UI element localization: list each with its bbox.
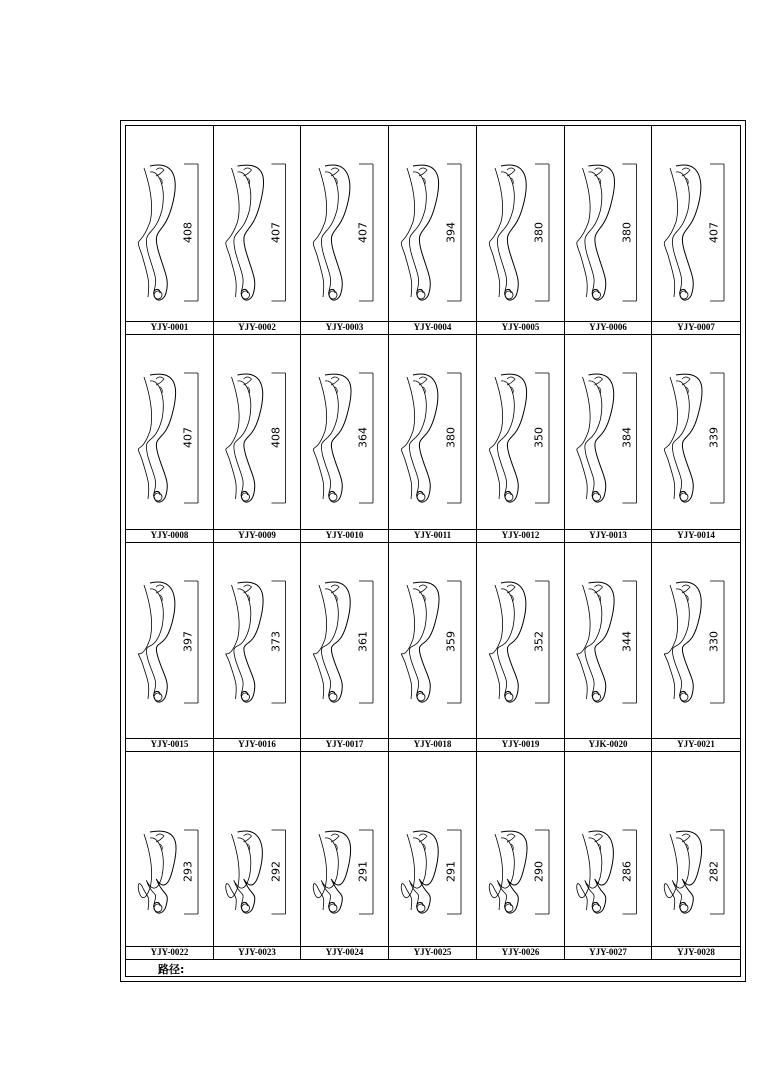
leg-outline bbox=[401, 377, 414, 499]
catalog-item bbox=[565, 752, 652, 960]
dimension-value: 380 bbox=[620, 221, 633, 243]
catalog-item bbox=[301, 126, 389, 335]
leg-outline bbox=[313, 834, 326, 910]
catalog-item bbox=[301, 335, 389, 543]
leg-drawing bbox=[301, 335, 389, 530]
leg-outline bbox=[589, 165, 615, 300]
carving-detail bbox=[156, 377, 164, 393]
leg-drawing bbox=[301, 752, 389, 947]
catalog-item bbox=[214, 752, 301, 960]
leg-outline bbox=[413, 374, 438, 502]
catalog-item bbox=[214, 126, 301, 335]
item-code: YJY-0009 bbox=[214, 529, 300, 542]
carving-detail bbox=[682, 168, 690, 184]
catalog-item bbox=[565, 335, 652, 543]
path-row bbox=[126, 960, 740, 976]
carving-detail bbox=[419, 168, 427, 184]
scroll-foot bbox=[593, 693, 601, 701]
scroll-foot bbox=[680, 291, 688, 299]
leg-outline bbox=[238, 582, 264, 702]
leg-drawing bbox=[389, 126, 477, 322]
carving-detail bbox=[331, 585, 339, 601]
item-code: YJY-0022 bbox=[126, 946, 213, 959]
item-code: YJY-0015 bbox=[126, 738, 213, 751]
leg-outline bbox=[238, 374, 263, 502]
catalog-item bbox=[477, 335, 565, 543]
dimension-value: 407 bbox=[707, 221, 721, 243]
item-code: YJY-0017 bbox=[301, 738, 388, 751]
leg-outline bbox=[676, 374, 702, 502]
leg-outline bbox=[325, 165, 350, 300]
leg-drawing bbox=[126, 543, 214, 739]
carving-detail bbox=[507, 585, 515, 601]
dimension-value: 380 bbox=[532, 221, 546, 243]
path-label: 路径: bbox=[158, 963, 185, 976]
catalog-item bbox=[389, 752, 477, 960]
item-code: YJY-0014 bbox=[652, 529, 740, 542]
carving-detail bbox=[595, 168, 603, 184]
catalog-item bbox=[477, 126, 565, 335]
leg-outline bbox=[585, 172, 602, 291]
scroll-foot bbox=[505, 904, 513, 912]
scroll-foot bbox=[680, 493, 688, 501]
item-code: YJY-0005 bbox=[477, 321, 564, 334]
carving-detail bbox=[419, 585, 427, 601]
leg-outline bbox=[313, 585, 326, 699]
leg-outline bbox=[226, 377, 239, 499]
carving-detail bbox=[682, 834, 690, 850]
catalog-item bbox=[126, 335, 214, 543]
carving-detail bbox=[595, 585, 603, 601]
catalog-item bbox=[477, 752, 565, 960]
leg-outline bbox=[138, 834, 151, 910]
catalog-item bbox=[301, 752, 389, 960]
carving-detail bbox=[244, 585, 252, 601]
dimension-value: 408 bbox=[181, 221, 195, 243]
item-code: YJY-0012 bbox=[477, 529, 564, 542]
leg-drawing bbox=[214, 543, 301, 739]
scroll-foot bbox=[505, 493, 513, 501]
leg-outline bbox=[138, 377, 151, 499]
leg-outline bbox=[672, 838, 689, 904]
scroll-foot bbox=[505, 693, 513, 701]
dimension-value: 394 bbox=[444, 221, 458, 243]
leg-outline bbox=[234, 838, 251, 904]
item-code: YJY-0001 bbox=[126, 321, 213, 334]
leg-outline bbox=[577, 834, 590, 910]
scroll-foot bbox=[242, 693, 250, 701]
scroll-foot bbox=[593, 493, 601, 501]
leg-outline bbox=[664, 834, 677, 910]
catalog-item bbox=[389, 543, 477, 752]
item-code: YJY-0016 bbox=[214, 738, 300, 751]
leg-drawing bbox=[565, 543, 652, 739]
scroll-foot bbox=[680, 904, 688, 912]
leg-drawing bbox=[301, 126, 389, 322]
leg-outline bbox=[146, 838, 163, 904]
leg-drawing bbox=[477, 126, 565, 322]
dimension-value: 291 bbox=[444, 861, 458, 882]
leg-outline bbox=[577, 377, 590, 499]
leg-drawing bbox=[565, 126, 652, 322]
leg-outline bbox=[664, 585, 677, 699]
leg-outline bbox=[577, 585, 590, 699]
catalog-item bbox=[652, 126, 740, 335]
catalog-item bbox=[477, 543, 565, 752]
leg-outline bbox=[150, 374, 176, 502]
leg-outline bbox=[589, 582, 615, 702]
carving-detail bbox=[507, 834, 515, 850]
leg-outline bbox=[150, 165, 175, 300]
carving-detail bbox=[331, 168, 339, 184]
leg-outline bbox=[409, 838, 426, 904]
item-code: YJY-0008 bbox=[126, 529, 213, 542]
leg-drawing bbox=[389, 543, 477, 739]
scroll-foot bbox=[417, 493, 425, 501]
scroll-foot bbox=[154, 693, 162, 701]
carving-detail bbox=[682, 377, 690, 393]
catalog-item bbox=[652, 752, 740, 960]
scroll-foot bbox=[329, 493, 337, 501]
scroll-foot bbox=[242, 291, 250, 299]
leg-outline bbox=[676, 165, 701, 300]
catalog-item bbox=[389, 335, 477, 543]
dimension-value: 350 bbox=[532, 427, 546, 448]
dimension-value: 352 bbox=[532, 631, 546, 652]
item-code: YJY-0013 bbox=[565, 529, 651, 542]
item-code: YJY-0002 bbox=[214, 321, 300, 334]
leg-drawing bbox=[652, 543, 740, 739]
leg-outline bbox=[413, 165, 439, 300]
leg-outline bbox=[226, 834, 239, 910]
item-code: YJY-0026 bbox=[477, 946, 564, 959]
leg-drawing bbox=[652, 335, 740, 530]
leg-drawing bbox=[126, 752, 214, 947]
scroll-foot bbox=[329, 291, 337, 299]
carving-detail bbox=[682, 585, 690, 601]
item-code: YJY-0006 bbox=[565, 321, 651, 334]
dimension-value: 361 bbox=[356, 631, 370, 652]
dimension-value: 286 bbox=[620, 861, 633, 882]
leg-outline bbox=[589, 374, 614, 502]
leg-drawing bbox=[214, 126, 301, 322]
leg-drawing bbox=[389, 752, 477, 947]
carving-detail bbox=[156, 834, 164, 850]
scroll-foot bbox=[417, 693, 425, 701]
leg-outline bbox=[409, 172, 426, 291]
leg-drawing bbox=[565, 752, 652, 947]
carving-detail bbox=[507, 168, 515, 184]
dimension-value: 292 bbox=[269, 861, 282, 882]
carving-detail bbox=[595, 834, 603, 850]
carving-detail bbox=[244, 377, 252, 393]
dimension-value: 344 bbox=[620, 631, 633, 652]
dimension-value: 397 bbox=[181, 631, 195, 652]
catalog-item bbox=[126, 126, 214, 335]
dimension-value: 291 bbox=[356, 861, 370, 882]
leg-drawing bbox=[565, 335, 652, 530]
leg-catalog-grid bbox=[126, 126, 740, 960]
leg-outline bbox=[501, 165, 526, 300]
dimension-value: 282 bbox=[707, 861, 721, 882]
catalog-item bbox=[126, 752, 214, 960]
item-code: YJY-0011 bbox=[389, 529, 476, 542]
leg-outline bbox=[489, 377, 502, 499]
leg-drawing bbox=[126, 335, 214, 530]
leg-drawing bbox=[389, 335, 477, 530]
dimension-value: 407 bbox=[356, 221, 370, 243]
carving-detail bbox=[331, 834, 339, 850]
item-code: YJY-0024 bbox=[301, 946, 388, 959]
scroll-foot bbox=[417, 904, 425, 912]
carving-detail bbox=[331, 377, 339, 393]
leg-outline bbox=[401, 834, 414, 910]
catalog-sheet bbox=[120, 120, 746, 982]
leg-outline bbox=[401, 585, 414, 699]
leg-outline bbox=[676, 582, 701, 702]
carving-detail bbox=[419, 834, 427, 850]
leg-drawing bbox=[301, 543, 389, 739]
leg-drawing bbox=[652, 752, 740, 947]
catalog-item bbox=[652, 543, 740, 752]
dimension-value: 339 bbox=[707, 427, 721, 448]
catalog-item bbox=[389, 126, 477, 335]
leg-outline bbox=[489, 585, 502, 699]
leg-outline bbox=[489, 834, 502, 910]
dimension-value: 290 bbox=[532, 861, 546, 882]
dimension-value: 359 bbox=[444, 631, 458, 652]
leg-outline bbox=[497, 838, 514, 904]
leg-drawing bbox=[652, 126, 740, 322]
leg-outline bbox=[321, 838, 338, 904]
carving-detail bbox=[156, 168, 164, 184]
catalog-item bbox=[214, 543, 301, 752]
scroll-foot bbox=[154, 493, 162, 501]
catalog-item bbox=[214, 335, 301, 543]
leg-outline bbox=[313, 377, 326, 499]
leg-drawing bbox=[126, 126, 214, 322]
item-code: YJY-0004 bbox=[389, 321, 476, 334]
leg-drawing bbox=[214, 752, 301, 947]
dimension-value: 364 bbox=[356, 427, 370, 448]
leg-drawing bbox=[477, 543, 565, 739]
carving-detail bbox=[244, 834, 252, 850]
leg-outline bbox=[585, 838, 602, 904]
carving-detail bbox=[507, 377, 515, 393]
leg-outline bbox=[238, 165, 264, 300]
catalog-inner-frame bbox=[125, 125, 741, 977]
scroll-foot bbox=[593, 291, 601, 299]
scroll-foot bbox=[329, 904, 337, 912]
dimension-value: 407 bbox=[269, 221, 282, 243]
scroll-foot bbox=[505, 291, 513, 299]
leg-outline bbox=[138, 585, 151, 699]
leg-outline bbox=[672, 172, 689, 291]
scroll-foot bbox=[329, 693, 337, 701]
item-code: YJY-0018 bbox=[389, 738, 476, 751]
item-code: YJY-0019 bbox=[477, 738, 564, 751]
scroll-foot bbox=[154, 291, 162, 299]
leg-outline bbox=[497, 172, 514, 291]
catalog-item bbox=[652, 335, 740, 543]
carving-detail bbox=[156, 585, 164, 601]
leg-outline bbox=[321, 172, 338, 291]
catalog-item bbox=[126, 543, 214, 752]
dimension-value: 373 bbox=[269, 631, 282, 652]
leg-outline bbox=[413, 582, 439, 702]
dimension-value: 293 bbox=[181, 861, 195, 882]
leg-outline bbox=[325, 374, 351, 502]
scroll-foot bbox=[242, 493, 250, 501]
item-code: YJY-0025 bbox=[389, 946, 476, 959]
scroll-foot bbox=[593, 904, 601, 912]
item-code: YJY-0028 bbox=[652, 946, 740, 959]
carving-detail bbox=[595, 377, 603, 393]
leg-outline bbox=[234, 172, 251, 291]
dimension-value: 407 bbox=[181, 427, 195, 448]
item-code: YJY-0007 bbox=[652, 321, 740, 334]
item-code: YJY-0023 bbox=[214, 946, 300, 959]
dimension-value: 330 bbox=[707, 631, 721, 652]
leg-outline bbox=[501, 374, 527, 502]
dimension-value: 380 bbox=[444, 427, 458, 448]
item-code: YJY-0027 bbox=[565, 946, 651, 959]
catalog-item bbox=[565, 543, 652, 752]
item-code: YJK-0020 bbox=[565, 738, 651, 751]
carving-detail bbox=[244, 168, 252, 184]
leg-outline bbox=[226, 585, 239, 699]
scroll-foot bbox=[242, 904, 250, 912]
scroll-foot bbox=[680, 693, 688, 701]
leg-outline bbox=[146, 172, 163, 291]
carving-detail bbox=[419, 377, 427, 393]
leg-drawing bbox=[214, 335, 301, 530]
catalog-item bbox=[565, 126, 652, 335]
leg-drawing bbox=[477, 752, 565, 947]
dimension-value: 408 bbox=[269, 427, 282, 448]
dimension-value: 384 bbox=[620, 427, 633, 448]
item-code: YJY-0021 bbox=[652, 738, 740, 751]
leg-outline bbox=[325, 582, 350, 702]
scroll-foot bbox=[154, 904, 162, 912]
item-code: YJY-0003 bbox=[301, 321, 388, 334]
leg-drawing bbox=[477, 335, 565, 530]
catalog-item bbox=[301, 543, 389, 752]
leg-outline bbox=[664, 377, 677, 499]
item-code: YJY-0010 bbox=[301, 529, 388, 542]
scroll-foot bbox=[417, 291, 425, 299]
